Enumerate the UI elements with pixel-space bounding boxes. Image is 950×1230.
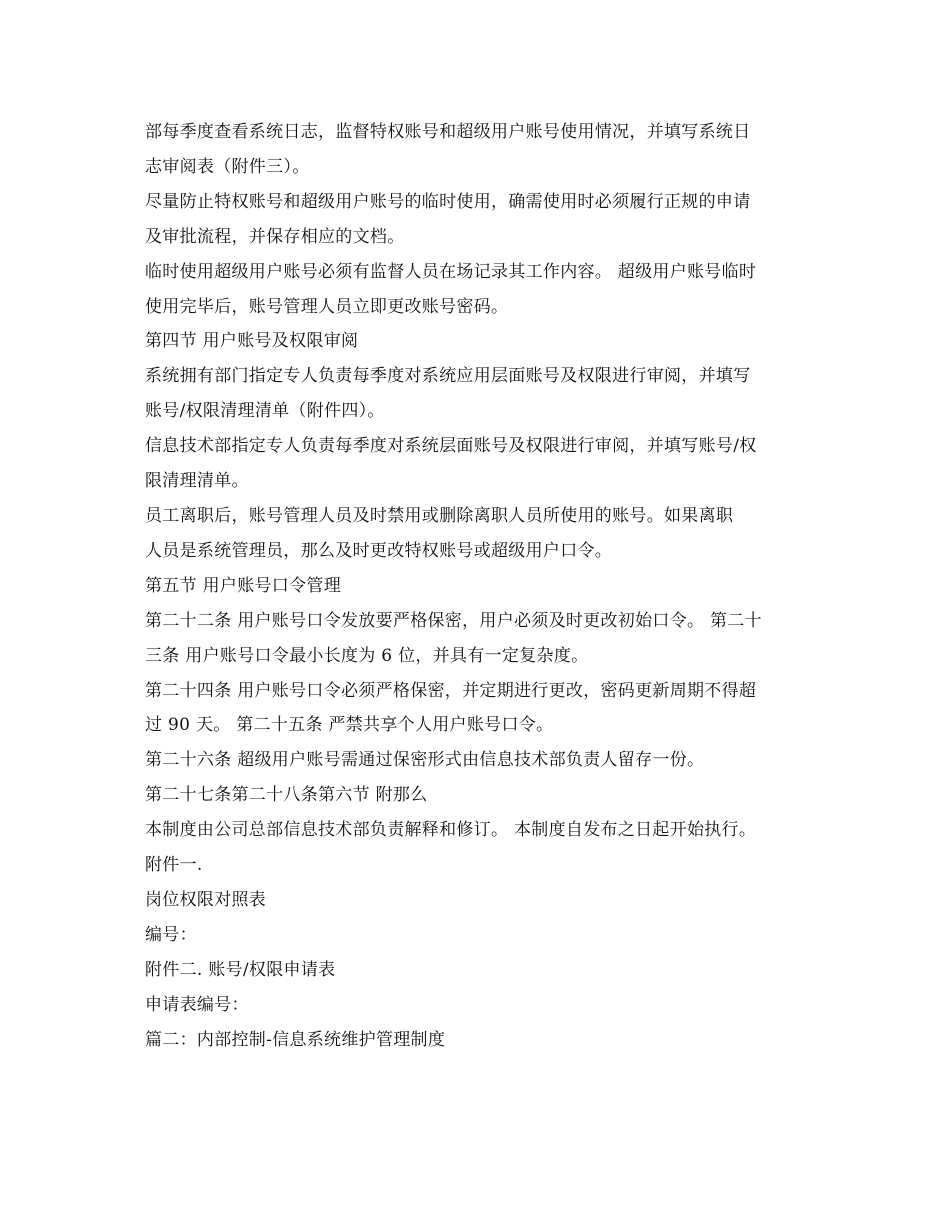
text-line: 本制度由公司总部信息技术部负责解释和修订。 本制度自发布之日起开始执行。 <box>145 820 757 841</box>
text-line: 第二十二条 用户账号口令发放要严格保密，用户必须及时更改初始口令。 第二十 <box>145 610 762 631</box>
section-heading: 第五节 用户账号口令管理 <box>145 575 342 596</box>
text-line: 三条 用户账号口令最小长度为 6 位，并具有一定复杂度。 <box>145 645 589 666</box>
text-line: 系统拥有部门指定专人负责每季度对系统应用层面账号及权限进行审阅，并填写 <box>145 366 751 387</box>
text-line: 尽量防止特权账号和超级用户账号的临时使用，确需使用时必须履行正规的申请 <box>145 191 751 212</box>
text-line: 员工离职后，账号管理人员及时禁用或删除离职人员所使用的账号。如果离职 <box>145 505 734 526</box>
text-line: 账号/权限清理清单（附件四）。 <box>145 401 385 422</box>
attachment-label: 附件二. 账号/权限申请表 <box>145 959 336 980</box>
text-line: 人员是系统管理员，那么及时更改特权账号或超级用户口令。 <box>145 540 613 561</box>
text-line: 部每季度查看系统日志，监督特权账号和超级用户账号使用情况，并填写系统日 <box>145 122 751 142</box>
text-line: 及审批流程，并保存相应的文档。 <box>145 226 405 247</box>
text-line: 临时使用超级用户账号必须有监督人员在场记录其工作内容。 超级用户账号临时 <box>145 261 757 282</box>
form-field-label: 申请表编号： <box>145 994 249 1015</box>
text-line: 第二十四条 用户账号口令必须严格保密，并定期进行更改，密码更新周期不得超 <box>145 680 757 701</box>
attachment-title: 岗位权限对照表 <box>145 889 267 910</box>
text-line: 限清理清单。 <box>145 471 249 492</box>
text-line: 过 90 天。 第二十五条 严禁共享个人用户账号口令。 <box>145 715 554 736</box>
text-line: 使用完毕后，账号管理人员立即更改账号密码。 <box>145 296 509 317</box>
attachment-label: 附件一. <box>145 855 203 876</box>
chapter-heading: 篇二：内部控制-信息系统维护管理制度 <box>145 1029 446 1050</box>
section-heading: 第四节 用户账号及权限审阅 <box>145 331 359 352</box>
document-body <box>145 115 810 1057</box>
form-field-label: 编号： <box>145 924 197 945</box>
text-line: 第二十六条 超级用户账号需通过保密形式由信息技术部负责人留存一份。 <box>145 750 705 771</box>
text-line: 第二十七条第二十八条第六节 附那么 <box>145 785 428 806</box>
text-line: 信息技术部指定专人负责每季度对系统层面账号及权限进行审阅，并填写账号/权 <box>145 436 757 457</box>
text-line: 志审阅表（附件三）。 <box>145 156 310 177</box>
